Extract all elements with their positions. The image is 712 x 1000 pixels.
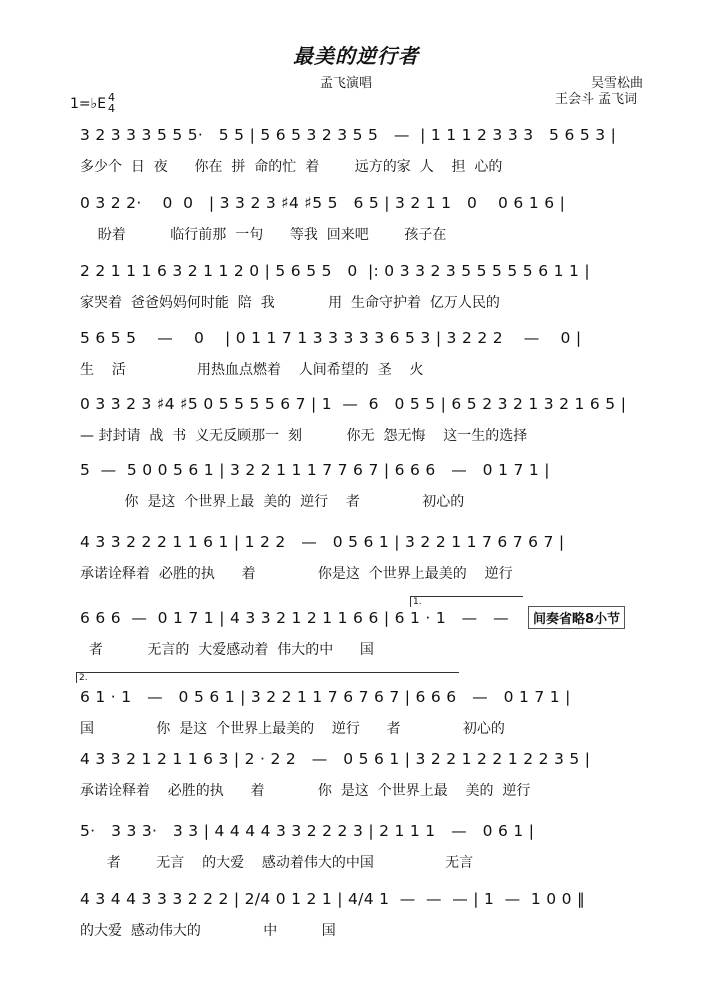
notation-line: 5 6 5 5 — 0 | 0 1 1 7 1 3 3 3 3 3 6 5 3 | 3 2 2 2 — 0 |	[80, 329, 582, 347]
interlude-note: 间奏省略8小节	[528, 606, 625, 629]
notation-line: 0 3 3 2 3 ♯4 ♯5 0 5 5 5 5 6 7 | 1 — 6 0 5 5 | 6 5 2 3 2 1 3 2 1 6 5 |	[80, 395, 627, 413]
lyric-line: 国 你 是这 个世界上最美的 逆行 者 初心的	[80, 721, 505, 737]
lyric-line: 盼着 临行前那 一句 等我 回来吧 孩子在	[80, 227, 447, 243]
notation-line: 4 3 3 2 1 2 1 1 6 3 | 2 · 2 2 — 0 5 6 1 | 3 2 2 1 2 2 1 2 2 3 5 |	[80, 750, 591, 768]
lyric-line: 多少个 日 夜 你在 拼 命的忙 着 远方的家 人 担 心的	[80, 159, 503, 175]
lyric-line: 的大爱 感动伟大的 中 国	[80, 923, 336, 939]
lyric-line: 者 无言的 大爱感动着 伟大的中 国	[80, 642, 374, 658]
lyric-line: — 封封请 战 书 义无反顾那一 刻 你无 怨无悔 这一生的选择	[80, 428, 528, 444]
key-signature: 1=♭E	[70, 96, 107, 112]
volta-bracket: 1.	[410, 596, 523, 607]
composer-credit: 吴雪松曲	[591, 76, 644, 91]
notation-line: 2 2 1 1 1 6 3 2 1 1 2 0 | 5 6 5 5 0 |: 0 3 3 2 3 5 5 5 5 5 6 1 1 |	[80, 262, 590, 280]
notation-line: 4 3 4 4 3 3 3 2 2 2 | 2/4 0 1 2 1 | 4/4 1 — — — | 1 — 1 0 0 ‖	[80, 890, 586, 908]
notation-line: 6 1 · 1 — 0 5 6 1 | 3 2 2 1 1 7 6 7 6 7 | 6 6 6 — 0 1 7 1 |	[80, 688, 571, 706]
lyric-line: 承诺诠释着 必胜的执 着 你 是这 个世界上最 美的 逆行	[80, 783, 531, 799]
singer-credit: 孟飞演唱	[320, 76, 373, 91]
notation-line: 4 3 3 2 2 2 1 1 6 1 | 1 2 2 — 0 5 6 1 | 3 2 2 1 1 7 6 7 6 7 |	[80, 533, 565, 551]
notation-line: 6 6 6 — 0 1 7 1 | 4 3 3 2 1 2 1 1 6 6 | 6 1 · 1 — —	[80, 609, 515, 627]
lyric-line: 承诺诠释着 必胜的执 着 你是这 个世界上最美的 逆行	[80, 566, 513, 582]
lyric-line: 生 活 用热血点燃着 人间希望的 圣 火	[80, 362, 424, 378]
lyric-line: 家哭着 爸爸妈妈何时能 陪 我 用 生命守护着 亿万人民的	[80, 295, 500, 311]
lyric-line: 者 无言 的大爱 感动着伟大的中国 无言	[80, 855, 474, 871]
song-title: 最美的逆行者	[293, 44, 419, 68]
notation-line: 5· 3 3 3· 3 3 | 4 4 4 4 3 3 2 2 2 3 | 2 1 1 1 — 0 6 1 |	[80, 822, 535, 840]
lyricist-credit: 王会斗 孟飞词	[555, 92, 638, 107]
volta-bracket: 2.	[76, 672, 459, 683]
time-signature: 4 4	[108, 91, 115, 115]
lyric-line: 你 是这 个世界上最 美的 逆行 者 初心的	[80, 494, 465, 510]
notation-line: 0 3 2 2· 0 0 | 3 3 2 3 ♯4 ♯5 5 6 5 | 3 2 1 1 0 0 6 1 6 |	[80, 194, 566, 212]
notation-line: 5 — 5 0 0 5 6 1 | 3 2 2 1 1 1 7 7 6 7 | 6 6 6 — 0 1 7 1 |	[80, 461, 550, 479]
notation-line: 3 2 3 3 3 5 5 5· 5 5 | 5 6 5 3 2 3 5 5 — | 1 1 1 2 3 3 3 5 6 5 3 |	[80, 126, 617, 144]
